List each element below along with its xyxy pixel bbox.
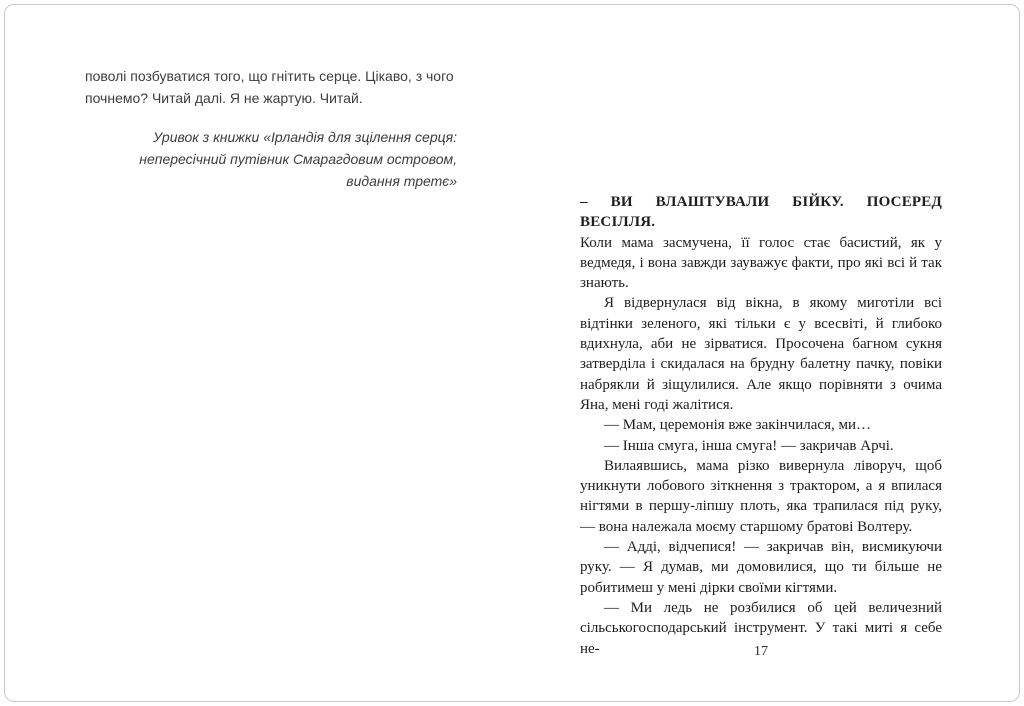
- page-number: 17: [754, 644, 768, 659]
- book-excerpt-citation: [85, 126, 457, 192]
- body-paragraph: Вилаявшись, мама різко вивернула ліворуч, щоб уникнути лобового зіткнення з трактором, а я впилася нігтями в першу-ліпшу плоть, яка трапилася під руку, — вона належала моєму старшому братові Волтеру.: [580, 457, 942, 535]
- excerpt-line-3: видання третє»: [346, 173, 457, 189]
- excerpt-line-1: Уривок з книжки «Ірландія для зцілення серця:: [153, 129, 457, 145]
- left-page-body-text: поволі позбуватися того, що гнітить серце. Цікаво, з чого почнемо? Читай далі. Я не жартую. Читай.: [85, 68, 454, 106]
- dialogue-paragraph: — Інша смуга, інша смуга! — закричав Арчі.: [604, 437, 894, 454]
- right-page: [512, 0, 1024, 706]
- chapter-opening-line: – ВИ ВЛАШТУВАЛИ БІЙКУ. ПОСЕРЕД ВЕСІЛЛЯ.: [580, 194, 942, 231]
- body-paragraph: Коли мама засмучена, її голос стає басистий, як у ведмедя, і вона завжди зауважує факти, про які всі й так знають.: [580, 234, 942, 292]
- chapter-opening-paragraph: [580, 192, 942, 293]
- dialogue-paragraph: — Мам, церемонія вже закінчилася, ми…: [604, 417, 871, 434]
- right-page-body: [580, 192, 942, 659]
- dialogue-paragraph: — Ми ледь не розбилися об цей величезний сільськогосподарський інструмент. У такі миті я себе не-: [580, 599, 942, 657]
- dialogue-paragraph: — Адді, відчепися! — закричав він, висмикуючи руку. — Я думав, ми домовилися, що ти більше не робитимеш у мені дірки своїми кігтями.: [580, 539, 942, 596]
- body-paragraph: Я відвернулася від вікна, в якому миготіли всі відтінки зеленого, які тільки є у всесвіті, й глибоко вдихнула, аби не зірватися. Просочена багном сукня затверділа і скидалася на брудну балетну пачку, повіки набрякли й зіщулилися. Але якщо порівняти з очима Яна, мені годі жалітися.: [580, 295, 942, 413]
- excerpt-line-2: непересічний путівник Смарагдовим островом,: [139, 151, 457, 167]
